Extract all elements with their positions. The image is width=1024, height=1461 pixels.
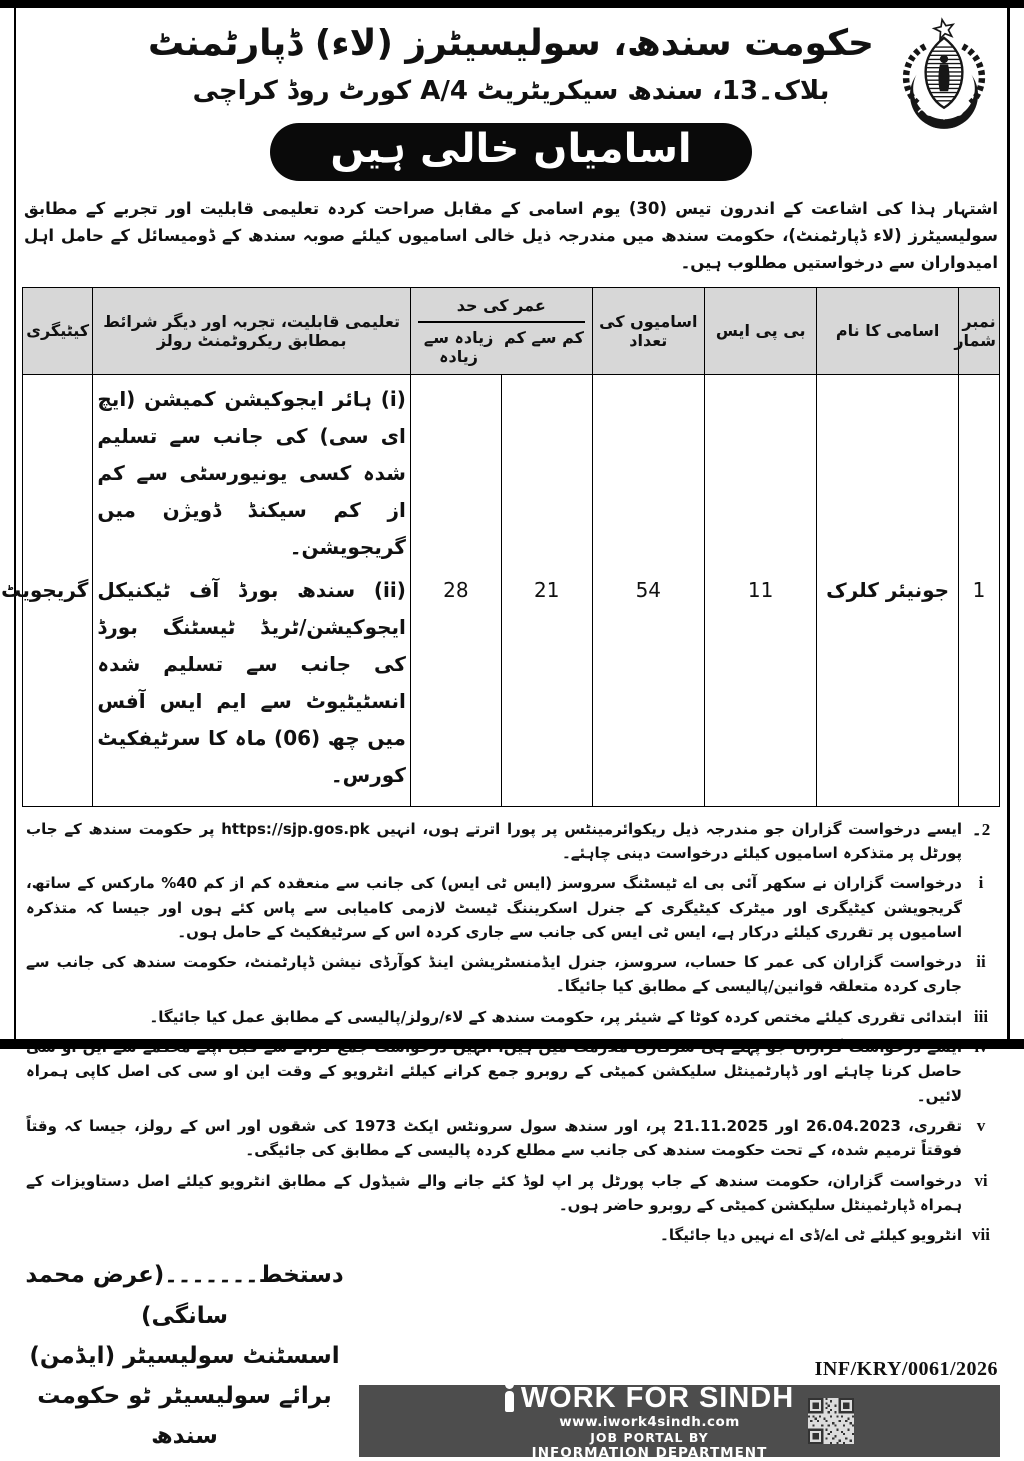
cell-post-name: جونیئر کلرک (817, 374, 959, 806)
note-marker: v (976, 1115, 986, 1135)
note-text: حاصل کرنا چاہئے اور ڈپارٹمینٹل سلیکشن کمیٹی کے روبرو جمع کرانے کیلئے انٹرویو کے وقت این او سی کی اصل کاپی ہمراہ لائیں۔ (26, 1062, 962, 1105)
signature-block (22, 1255, 347, 1456)
frame-top-border (0, 0, 1024, 8)
footer-right-column (359, 1357, 1000, 1461)
footer-section (22, 1255, 1000, 1461)
note-text: ابتدائی تقرری کیلئے مختص کردہ کوٹا کے شیئر پر، حکومت سندھ کے لاء/رولز/پالیسی کے مطابق عمل کیا جائیگا۔ (149, 1007, 962, 1026)
col-header-post-name: اسامی کا نام (817, 287, 959, 374)
age-min-label: کم سے کم (503, 327, 584, 347)
work-banner-subline2: INFORMATION DEPARTMENT (531, 1445, 768, 1461)
note-text: درخواست گزاران نے سکھر آئی بی اے ٹیسٹنگ سروسز (ایس ٹی ایس) کی جانب سے منعقدہ کم از کم 40% مارکس کے ساتھ، گریجویشن کیٹیگری اور میٹرک کیٹیگری کے جنرل اسکریننگ ٹیسٹ لازمی کامیابی سے پاس کئے ہوں اور جیسا کہ متذکرہ اسامیوں پر تقرری کیلئے درکار ہے، ایس ٹی ایس کی جانب سے جاری کردہ اس کے سرٹیفکیٹ کے حامل ہوں۔ (26, 874, 962, 941)
note-item-2 (22, 817, 1000, 866)
note-marker: vi (974, 1170, 988, 1190)
cell-bps: 11 (704, 374, 816, 806)
note-text: ایسے درخواست گزاران جو مندرجہ ذیل ریکوائرمینٹس پر پورا اترتے ہوں، انہیں https://sjp.gos.pk پر حکومت سندھ کے جاب پورٹل پر متذکرہ اسامیوں کیلئے درخواست دینی چاہئے۔ (26, 819, 962, 862)
col-header-age-limit (410, 287, 592, 374)
work-banner-title: WORK FOR SINDH (520, 1381, 795, 1414)
note-item-iii (22, 1005, 1000, 1029)
department-address: بلاک۔13، سندھ سیکریٹریٹ 4/A کورٹ روڈ کراچی (192, 75, 830, 106)
vacancies-banner-text: اسامیاں خالی ہیں (330, 125, 692, 172)
frame-right-border (1007, 0, 1010, 1041)
table-header-row (23, 287, 1000, 374)
cell-qualification (93, 374, 411, 806)
table-row (23, 374, 1000, 806)
work-banner-subline1: JOB PORTAL BY (590, 1430, 709, 1446)
note-text: انٹرویو کیلئے ٹی اے/ڈی اے نہیں دیا جائیگا۔ (660, 1226, 962, 1245)
note-marker: i (978, 873, 984, 893)
frame-left-border (14, 0, 16, 1041)
col-header-bps: بی پی ایس (704, 287, 816, 374)
note-item-v (22, 1114, 1000, 1163)
note-marker: ii (976, 952, 986, 972)
vacancies-banner (270, 123, 752, 181)
note-text: درخواست گزاران، حکومت سندھ کے جاب پورٹل پر اپ لوڈ کئے جانے والے شیڈول کے مطابق انٹرویو کیلئے اصل دستاویزات کے ہمراہ ڈپارٹمینٹل سلیکشن کمیٹی کے روبرو حاضر ہوں۔ (26, 1171, 962, 1214)
col-header-num-posts: اسامیوں کی تعداد (592, 287, 704, 374)
qualification-item-ii: (ii) سندھ بورڈ آف ٹیکنیکل ایجوکیشن/ٹریڈ ٹیسٹنگ بورڈ کی جانب سے تسلیم شدہ انسٹیٹیوٹ سے ایم ایس آفس میں چھ (06) ماہ کا سرٹیفکیٹ کورس۔ (97, 577, 406, 787)
department-title: حکومت سندھ، سولیسیٹرز (لاء) ڈپارٹمنٹ (148, 23, 874, 64)
signature-line-name: دستخط۔۔۔۔۔۔۔(عرض محمد سانگی) (25, 1262, 344, 1329)
cell-serial: 1 (958, 374, 999, 806)
age-limit-title: عمر کی حد (418, 294, 585, 323)
work-banner-url: www.iwork4sindh.com (559, 1414, 740, 1431)
vacancy-table (1, 287, 1000, 807)
note-item-ii (22, 950, 1000, 999)
note-text: تقرری، 26.04.2023 اور 21.11.2025 پر، اور سندھ سول سرونٹس ایکٹ 1973 کی شقوں اور اس کے رولز، جیسا کہ وقتاً فوقتاً ترمیم شدہ، کے تحت حکومت سندھ کی جانب سے مطلع کردہ پالیسی کے مطابق کی جائیگی۔ (26, 1116, 963, 1160)
advertisement-content (1, 8, 1000, 1461)
age-max-label: زیادہ سے زیادہ (423, 327, 494, 366)
intro-paragraph: اشتہار ہذا کی اشاعت کے اندرون تیس (30) یوم اسامی کے مقابل صراحت کردہ تعلیمی قابلیت اور تجربے کے مطابق سولیسیٹرز (لاء ڈپارٹمنٹ)، حکومت سندھ میں مندرجہ ذیل خالی اسامیوں کیلئے صوبہ سندھ کے ڈومیسائل کے حامل اہل امیدواران سے درخواستیں مطلوب ہیں۔ (24, 198, 998, 273)
cell-age-max: 28 (410, 374, 501, 806)
work-for-sindh-banner (359, 1381, 1000, 1461)
signature-line-designation: اسسٹنٹ سولیسیٹر (ایڈمن) (29, 1342, 340, 1369)
note-text: درخواست گزاران کی عمر کا حساب، سروسز، جنرل ایڈمنسٹریشن اینڈ کوآرڈی نیشن ڈپارٹمنٹ، حکومت سندھ کی جانب سے جاری کردہ متعلقہ قوانین/پالیسی کے مطابق کیا جائیگا۔ (26, 953, 962, 996)
work-banner-text (505, 1380, 794, 1461)
qualification-item-i: (i) ہائر ایجوکیشن کمیشن (ایچ ای سی) کی جانب سے تسلیم شدہ کسی یونیورسٹی سے کم از کم سیکنڈ ڈویژن میں گریجویشن۔ (97, 386, 406, 559)
signature-line-office: برائے سولیسیٹر ٹو حکومت سندھ (37, 1383, 332, 1450)
note-item-i (22, 871, 1000, 944)
note-marker: 2۔ (971, 819, 991, 839)
i-person-icon (505, 1380, 514, 1412)
note-marker: vii (972, 1225, 990, 1245)
sindh-government-emblem-icon (898, 12, 990, 152)
advertisement-ref-number: INF/KRY/0061/2026 (814, 1357, 998, 1380)
frame-bottom-border (0, 1039, 1024, 1049)
cell-age-min: 21 (501, 374, 592, 806)
col-header-qualification: تعلیمی قابلیت، تجربہ اور دیگر شرائط بمطابق ریکروٹمنٹ رولز (93, 287, 411, 374)
cell-category: گریجویٹ (23, 374, 93, 806)
note-item-vi (22, 1169, 1000, 1218)
note-item-vii (22, 1223, 1000, 1247)
col-header-serial: نمبر شمار (958, 287, 999, 374)
cell-num-posts: 54 (592, 374, 704, 806)
qr-code (808, 1398, 854, 1444)
notes-section (22, 817, 1000, 1248)
note-marker: iii (973, 1006, 989, 1026)
col-header-category: کیٹیگری (23, 287, 93, 374)
